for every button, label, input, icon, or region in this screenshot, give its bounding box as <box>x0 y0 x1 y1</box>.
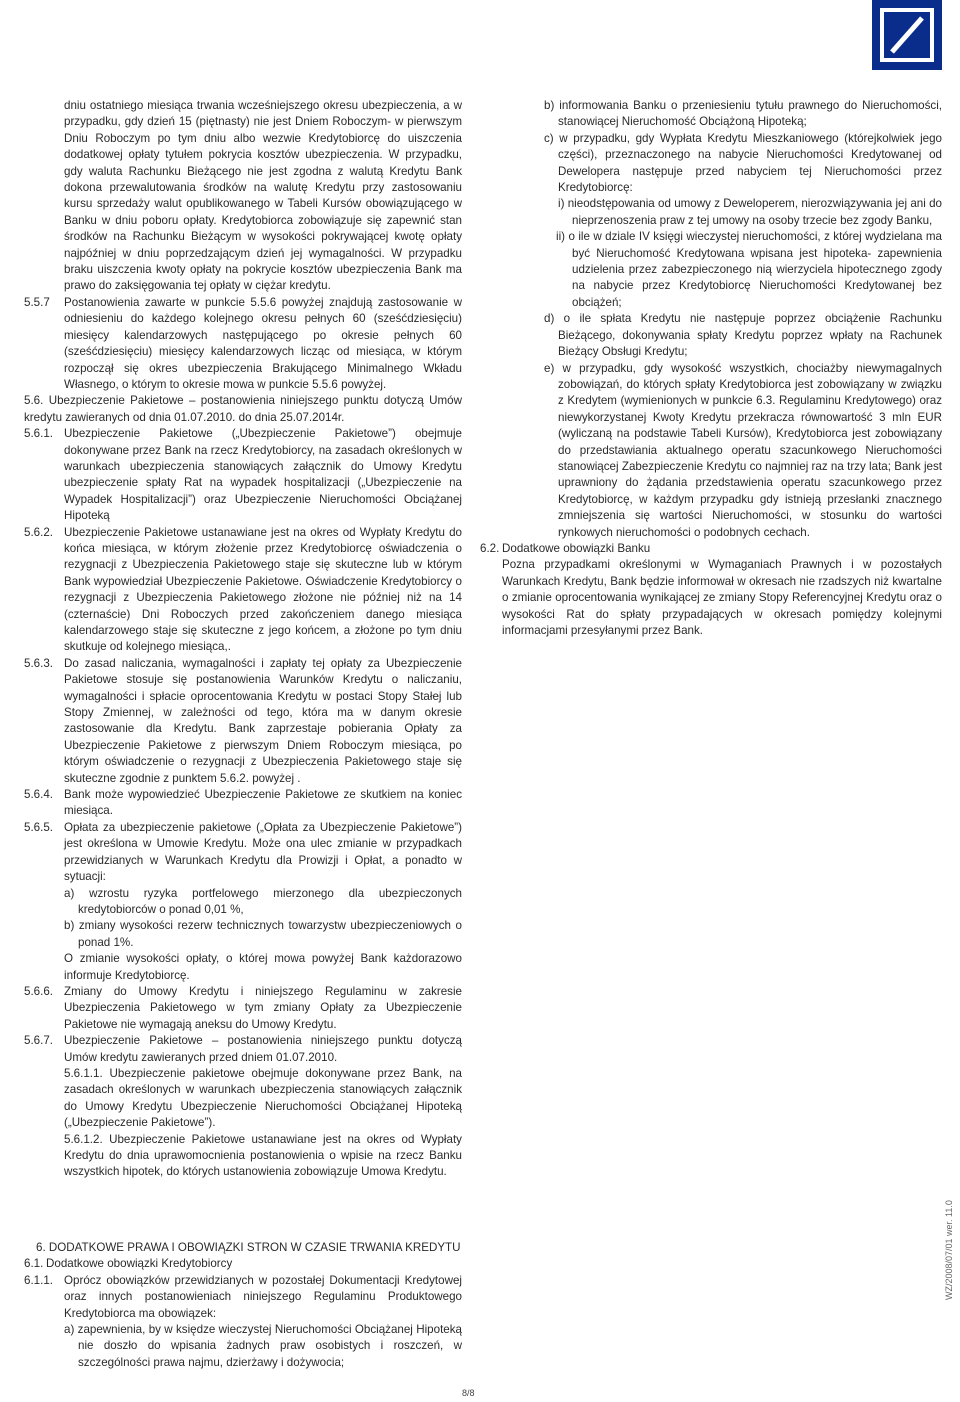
section-5-6-3: 5.6.3. Do zasad naliczania, wymagalności i zapłaty tej opłaty za Ubezpieczenie Pakietowe stosuje się postanowienia Warunków Kredytu o naliczaniu, wymagalności i spłacie oprocentowania Kredytu w postaci Stopy Stałej lub Stopy Zmiennej, w zależności od tego, która ma w danym okresie zastosowanie dla Kredytu. Bank zaprzestaje pobierania Opłaty za Ubezpieczenie Pakietowe z pierwszym Dniem Roboczym miesiąca, po którym oświadczenie o rezygnacji z Ubezpieczenia Pakietowego staje się skuteczne zgodnie z punktem 5.6.2. powyżej . <box>24 656 462 785</box>
section-5-6-4: 5.6.4. Bank może wypowiedzieć Ubezpieczenie Pakietowe ze skutkiem na koniec miesiąca. <box>24 788 462 818</box>
section-5-6: 5.6. Ubezpieczenie Pakietowe – postanowienia niniejszego punktu dotyczą Umów kredytu zawieranych od dnia 01.07.2010. do dnia 25.07.2014r. <box>24 394 462 424</box>
section-5-6-2: 5.6.2. Ubezpieczenie Pakietowe ustanawiane jest na okres od Wypłaty Kredytu do końca miesiąca, w którym złożenie przez Kredytobiorcę oświadczenia o rezygnacji z Ubezpieczenia Pakietowego staje się skuteczne lub w którym Bank wypowiedział Ubezpieczenie Pakietowe. Oświadczenie Kredytobiorcy o rezygnacji z Ubezpieczenia Pakietowego złożone nie później niż na 14 (czternaście) Dni Roboczych przed zakończeniem danego miesiąca kalendarzowego staje się skuteczne z jego końcem, a złożone po tym dniu skutkuje od kolejnego miesiąca,. <box>24 525 462 654</box>
document-version-code: WZ/2008/07/01 wer. 11.0 <box>944 1200 954 1300</box>
section-6 <box>24 1240 462 1371</box>
section-6-2: 6.2. Dodatkowe obowiązki Banku Pozna przypadkami określonymi w Wymaganiach Prawnych i w pozostałych Warunkach Kredytu, Bank będzie informował w okresach nie rzadszych niż kwartalne o zmianie oprocentowania wynikającej ze zmiany Stopy Referencyjnej Kredytu oraz o wysokości Rat do spłaty przypadających w okresach pomiędzy kolejnymi informacjami przesyłanymi przez Bank. <box>480 541 942 637</box>
section-5-6-1: 5.6.1. Ubezpieczenie Pakietowe („Ubezpieczenie Pakietowe”) obejmuje dokonywane przez Bank na rzecz Kredytobiorcy, na zasadach określonych w warunkach ubezpieczenia stanowiących załącznik do Umowy Kredytu ubezpieczenie spłaty Rat na wypadek hospitalizacji („Ubezpieczenie na Wypadek Hospitalizacji”) oraz Ubezpieczenie Nieruchomości Obciążanej Hipoteką <box>24 427 462 523</box>
item-e: e) w przypadku, gdy wysokość wszystkich, chociażby niewymagalnych zobowiązań, do których spłaty Kredytobiorca jest zobowiązany w związku z Kredytem (wymienionych w punkcie 6.3. Regulaminu Kredytowego) oraz niewykorzystanej Kwoty Kredytu przekracza równowartość 3 mln EUR (wyliczaną na podstawie Tabeli Kursów), Kredytobiorca jest zobowiązany do przedstawiania aktualnego operatu szacunkowego Nieruchomości stanowiącej Zabezpieczenie Kredytu co najmniej raz na trzy lata; Bank jest uprawniony do żądania przedstawienia operatu szacunkowego przez Kredytobiorcę, w każdym przypadku gdy istnieją przesłanki znacznego zmniejszenia się wartości Nieruchomości, w stosunku do wartości rynkowych nieruchomości o podobnych cechach. <box>544 361 942 539</box>
item-b: b) informowania Banku o przeniesieniu tytułu prawnego do Nieruchomości, stanowiącej Nieruchomość Obciążoną Hipoteką; <box>544 99 942 129</box>
section-5-6-1-2: 5.6.1.2. Ubezpieczenie Pakietowe ustanawiane jest na okres od Wypłaty Kredytu do dnia uprawomocnienia postanowienia o wpisie na rzecz Banku wszystkich hipotek, do których ustanowienia zobowiązuje Umowa Kredytu. <box>64 1132 462 1179</box>
section-5-6-7: 5.6.7. Ubezpieczenie Pakietowe – postanowienia niniejszego punktu dotyczą Umów kredytu zawieranych przed dniem 01.07.2010. <box>24 1034 462 1064</box>
left-column <box>24 98 462 1181</box>
right-column <box>480 98 942 639</box>
item-c-ii: ii) o ile w dziale IV księgi wieczystej nieruchomości, z której wydzielana ma być Nieruchomość Kredytowana wpisana jest hipoteka- zapewnienia udzielenia przez zabezpieczonego nią wierzyciela hipotecznego zgody na nabycie przez Kredytobiorcę Nieruchomości Kredytowanej bez obciążeń; <box>556 230 942 309</box>
deutsche-bank-logo <box>872 0 942 70</box>
section-5-6-5: 5.6.5. Opłata za ubezpieczenie pakietowe („Opłata za Ubezpieczenie Pakietowe”) jest określona w Umowie Kredytu. Może ona ulec zmianie w przypadkach przewidzianych w Warunkach Kredytu dla Prowizji i Opłat, a ponadto w sytuacji: a) wzrostu ryzyka portfelowego mierzonego dla ubezpieczonych kredytobiorców o ponad 0,01 %, b) zmiany wysokości rezerw technicznych towarzystw ubezpieczeniowych o ponad 1%. O zmianie wysokości opłaty, o której mowa powyżej Bank każdorazowo informuje Kredytobiorcę. <box>24 820 462 982</box>
item-d: d) o ile spłata Kredytu nie następuje poprzez obciążenie Rachunku Bieżącego, dokonywania spłaty Kredytu poprzez wpłaty na Rachunek Bieżący Obsługi Kredytu; <box>544 312 942 359</box>
section-5-5-7: 5.5.7 Postanowienia zawarte w punkcie 5.5.6 powyżej znajdują zastosowanie w odniesieniu do każdego kolejnego okresu pełnych 60 (sześćdziesięciu) miesięcy kalendarzowych następującego po okresie pełnych 60 (sześćdziesięciu) miesięcy kalendarzowych licząc od miesiąca, w którym rozpoczął się okres ubezpieczenia Brakującego Minimalnego Wkładu Własnego, o którym to okresie mowa w punkcie 5.5.6 powyżej. <box>24 295 462 391</box>
section-6-1: 6.1. Dodatkowe obowiązki Kredytobiorcy <box>24 1257 233 1271</box>
page-number: 8/8 <box>462 1388 475 1398</box>
section-5-6-1-1: 5.6.1.1. Ubezpieczenie pakietowe obejmuje dokonywane przez Bank, na zasadach określonych w warunkach ubezpieczenia stanowiących załącznik do Umowy Kredytu Ubezpieczenie Nieruchomości Obciążanej Hipoteką („Ubezpieczenie Pakietowe”). <box>64 1066 462 1130</box>
section-5-6-6: 5.6.6. Zmiany do Umowy Kredytu i niniejszego Regulaminu w zakresie Ubezpieczenia Pakietowego w tym zmiany Opłaty za Ubezpieczenie Pakietowe nie wymagają aneksu do Umowy Kredytu. <box>24 984 462 1031</box>
item-c: c) w przypadku, gdy Wypłata Kredytu Mieszkaniowego (którejkolwiek jego części), przeznaczonego na nabycie Nieruchomości Kredytowanej od Dewelopera następuje przed nabyciem tej Nieruchomości przez Kredytobiorcę: <box>544 131 942 195</box>
section-6-heading: 6. DODATKOWE PRAWA I OBOWIĄZKI STRON W CZASIE TRWANIA KREDYTU <box>36 1241 461 1254</box>
item-c-i: i) nieodstępowania od umowy z Deweloperem, nierozwiązywania jej ani do nieprzenoszenia praw z tej umowy na osoby trzecie bez zgody Banku, <box>558 197 942 227</box>
paragraph-continuation: dniu ostatniego miesiąca trwania wcześniejszego okresu ubezpieczenia, a w przypadku, gdy dzień 15 (piętnasty) nie jest Dniem Roboczym- w pierwszym Dniu Roboczym po tym dniu albo wezwie Kredytobiorcę do uiszczenia dodatkowej opłaty tytułem pokrycia kosztów ubezpieczenia. W przypadku, gdy waluta Rachunku Bieżącego nie jest zgodna z walutą Kredytu Bank dokona przewalutowania środków na walutę Kredytu przy zastosowaniu kursu sprzedaży walut opublikowanego w Tabeli Kursów obowiązującego w Banku w dniu poboru opłaty. Kredytobiorca zobowiązuje się zapewnić stan środków na Rachunku Bieżącym w wysokości pokrywającej kwotę opłaty najpóźniej w dniu poprzedzającym dzień jej wymagalności. W przypadku braku uiszczenia kwoty opłaty na pokrycie kosztów ubezpieczenia Bank ma prawo do zaksięgowania tej opłaty w ciężar kredytu. <box>64 99 462 293</box>
section-6-1-1: 6.1.1. Oprócz obowiązków przewidzianych w pozostałej Dokumentacji Kredytowej oraz innych postanowieniach niniejszego Regulaminu Produktowego Kredytobiorca ma obowiązek: a) zapewnienia, by w księdze wieczystej Nieruchomości Obciążanej Hipoteką nie doszło do wpisania żadnych praw osobistych i roszczeń, w szczególności prawa najmu, dzierżawy i dożywocia; <box>24 1273 462 1369</box>
